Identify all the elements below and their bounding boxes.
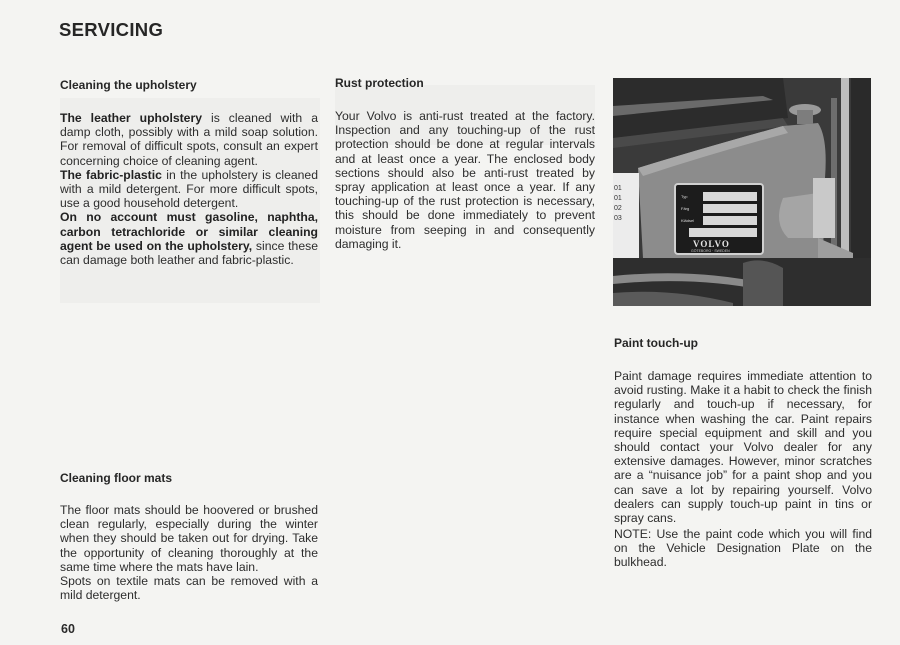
- page-number: 60: [61, 622, 75, 636]
- warning-text: since these can damage both leather and fabric-plastic.: [60, 238, 318, 268]
- rust-text: Your Volvo is anti-rust treated at the factory. Inspection and any touching-up of the rust protection should be done at regular intervals and at least once a year. The enclosed body sections should also be anti-rust treated by spray application at least once a year. If any touching-up of the rust protection is necessary, this should be done immediately to prevent moisture from seeping in and consequently damaging it.: [335, 109, 595, 251]
- warning-text-bold: On no account must gasoline, naphtha, carbon tetrachloride or similar cleaning agent be used on the upholstery,: [60, 210, 318, 253]
- upholstery-text: [60, 111, 318, 267]
- leather-term: The leather upholstery: [60, 111, 202, 125]
- svg-text:01: 01: [614, 185, 622, 192]
- floor-mats-p2: Spots on textile mats can be removed with a mild detergent.: [60, 574, 318, 603]
- designation-plate-illustration: [613, 78, 871, 306]
- paint-text: Paint damage requires immediate attention to avoid rusting. Make it a habit to check the finish regularly and touch-up if necessary, for instance when washing the car. Paint repairs require special equipment and skill and you should contact your Volvo dealer for any extensive damages. However, minor scratches are a “nuisance job” for a paint shop and you can save a lot by repairing yourself. Volvo dealers can supply touch-up paint in tins or spray cans.: [614, 369, 872, 526]
- rust-heading: Rust protection: [335, 76, 424, 90]
- section-title: SERVICING: [59, 19, 164, 40]
- svg-text:02: 02: [614, 205, 622, 212]
- floor-mats-heading: Cleaning floor mats: [60, 471, 173, 485]
- paint-note: NOTE: Use the paint code which you will find on the Vehicle Designation Plate on the bulkhead.: [614, 527, 872, 570]
- svg-text:GÖTEBORG · SWEDEN: GÖTEBORG · SWEDEN: [691, 249, 730, 253]
- fabric-term: The fabric-plastic: [60, 167, 162, 182]
- upholstery-heading: Cleaning the upholstery: [60, 78, 197, 92]
- fabric-text: in the upholstery is cleaned with a mild detergent. For more difficult spots, use a good household detergent.: [60, 167, 318, 211]
- bulkhead-photo: [613, 78, 871, 306]
- svg-text:Typ: Typ: [681, 194, 688, 199]
- svg-text:Färg: Färg: [681, 206, 690, 211]
- svg-text:VOLVO: VOLVO: [693, 239, 730, 249]
- leather-text: is cleaned with a damp cloth, possibly with a mild soap solution. For removal of difficult spots, consult an expert concerning choice of cleaning agent.: [60, 111, 318, 168]
- paint-heading: Paint touch-up: [614, 336, 698, 350]
- floor-mats-p1: The floor mats should be hoovered or brushed clean regularly, especially during the winter when they should be taken out for drying. Take the opportunity of cleaning thoroughly at the same time where the mats have lain.: [60, 503, 318, 574]
- floor-mats-text: [60, 503, 318, 602]
- svg-text:01: 01: [614, 195, 622, 202]
- svg-text:Klädsel: Klädsel: [681, 218, 695, 223]
- svg-text:03: 03: [614, 215, 622, 222]
